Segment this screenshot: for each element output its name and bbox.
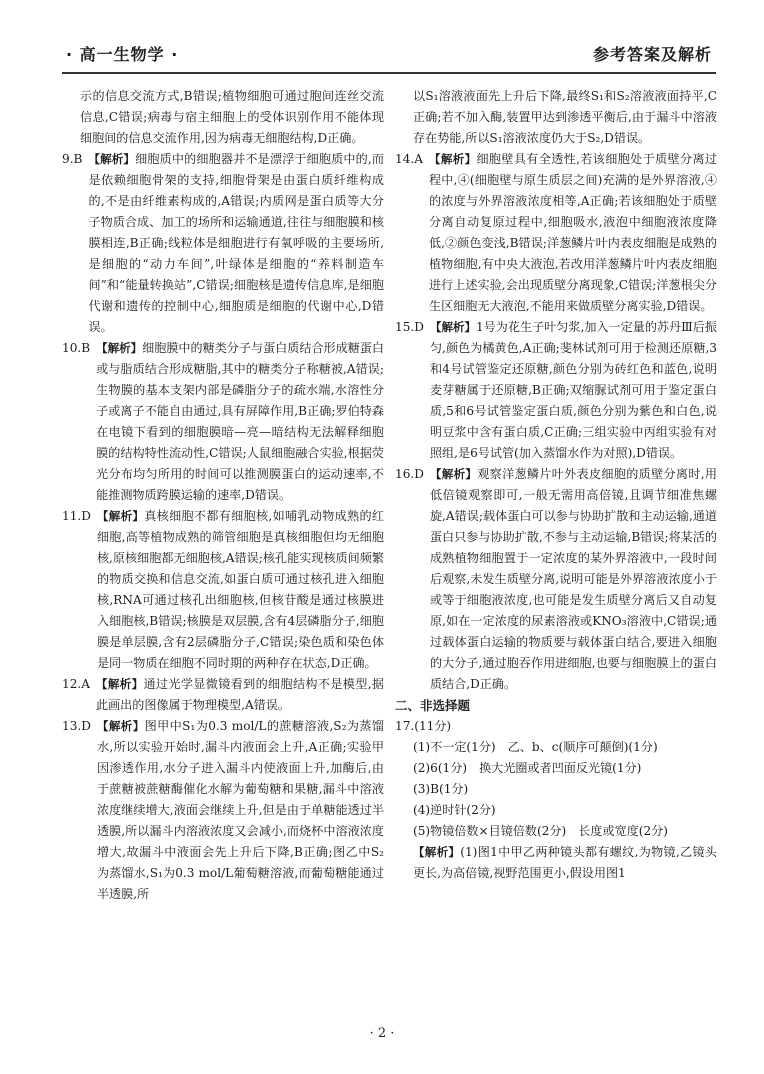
question-number: 13. bbox=[62, 719, 82, 733]
explanation bbox=[97, 506, 384, 674]
explanation bbox=[430, 317, 717, 464]
explanation bbox=[429, 149, 717, 317]
explanation bbox=[430, 464, 717, 695]
analysis-tag: 【解析】 bbox=[96, 509, 145, 523]
answer-letter: D bbox=[81, 509, 91, 523]
question-9 bbox=[62, 149, 384, 338]
question-number: 11. bbox=[62, 509, 82, 523]
explanation-text: 1号为花生子叶匀浆,加入一定量的苏丹Ⅲ后振匀,颜色为橘黄色,A正确;斐林试剂可用于检测还原糖,3和4号试管鉴定还原糖,颜色分别为砖红色和蓝色,说明麦芽糖属于还原糖,B正确;双缩脲试剂可用于鉴定蛋白质,5和6号试管鉴定蛋白质,颜色分别为紫色和白色,说明豆浆中含有蛋白质,C正确;三组实验中丙组实验有对照组,是6号试管(加入蒸馏水作为对照),D错误。 bbox=[429, 320, 718, 460]
explanation-text: 观察洋葱鳞片叶外表皮细胞的质壁分离时,用低倍镜观察即可,一般无需用高倍镜,且调节细准焦螺旋,A错误;载体蛋白可以参与协助扩散和主动运输,通道蛋白只参与协助扩散,不参与主动运输,B错误;将某活的成熟植物细胞置于一定浓度的某外界溶液中,一段时间后观察,未发生质壁分离,说明可能是外界溶液浓度小于或等于细胞液浓度,也可能是发生质壁分离后又自动复原,如在一定浓度的尿素溶液或KNO₃溶液中,C错误;通过载体蛋白运输的物质要与载体蛋白结合,要进入细胞的大分子,通过胞吞作用进细胞,也要与细胞膜上的蛋白质结合,D正确。 bbox=[429, 467, 717, 691]
subject-title: · 高一生物学 · bbox=[66, 45, 179, 64]
question-17-heading: 17.(11分) bbox=[395, 719, 452, 733]
explanation-text: 图甲中S₁为0.3 mol/L的蔗糖溶液,S₂为蒸馏水,所以实验开始时,漏斗内液面会上升,A正确;实验甲因渗透作用,水分子进入漏斗内使液面上升,加酶后,由于蔗糖被蔗糖酶催化水解为葡萄糖和果糖,漏斗中溶液浓度继续增大,液面会继续上升,但是由于单糖能透过半透膜,所以漏斗内溶液浓度又会减小,而烧杯中溶液浓度增大,故漏斗中液面会先上升后下降,B正确;图乙中S₂为蒸馏水,S₁为0.3 mol/L葡萄糖溶液,而葡萄糖能通过半透膜,所 bbox=[96, 719, 384, 901]
explanation-text: 细胞膜中的糖类分子与蛋白质结合形成糖蛋白或与脂质结合形成糖脂,其中的糖类分子称糖被,A错误;生物膜的基本支架内部是磷脂分子的疏水端,水溶性分子或离子不能自由通过,具有屏障作用,B正确;罗伯特森在电镜下看到的细胞膜暗—亮—暗结构无法解释细胞膜的结构特性流动性,C错误;人鼠细胞融合实验,根据荧光分布均匀所用的时间可以推测膜蛋白的运动速率,不能推测物质跨膜运输的速率,D错误。 bbox=[96, 341, 385, 502]
answer-letter: D bbox=[414, 320, 424, 334]
answer-letter: B bbox=[73, 152, 83, 166]
answer-line: (1)不一定(1分) 乙、b、c(顺序可颠倒)(1分) bbox=[413, 740, 658, 754]
question-17-explanation bbox=[395, 842, 717, 884]
explanation-text: (1)图1中甲乙两种镜头都有螺纹,为物镜,乙镜头更长,为高倍镜,视野范围更小,假设用图1 bbox=[413, 845, 718, 880]
question-number: 15. bbox=[395, 320, 415, 334]
question-15 bbox=[395, 317, 717, 464]
question-number: 14. bbox=[395, 152, 415, 166]
continued-text: 示的信息交流方式,B错误;植物细胞可通过胞间连丝交流信息,C错误;病毒与宿主细胞上的受体识别作用不能体现细胞间的信息交流作用,因为病毒无细胞结构,D正确。 bbox=[80, 89, 384, 145]
question-number: 9. bbox=[62, 152, 74, 166]
question-number: 10. bbox=[62, 341, 82, 355]
document-title: 参考答案及解析 bbox=[592, 45, 712, 64]
question-12 bbox=[62, 674, 384, 716]
explanation bbox=[88, 149, 384, 338]
question-10 bbox=[62, 338, 384, 506]
question-14 bbox=[395, 149, 717, 317]
analysis-tag: 【解析】 bbox=[429, 320, 476, 334]
analysis-tag: 【解析】 bbox=[428, 152, 477, 166]
analysis-tag: 【解析】 bbox=[96, 341, 143, 355]
explanation-text: 通过光学显微镜看到的细胞结构不是模型,据此画出的图像属于物理模型,A错误。 bbox=[95, 677, 384, 712]
question-number: 12. bbox=[62, 677, 82, 691]
answer-line: (2)6(1分) 换大光圈或者凹面反光镜(1分) bbox=[413, 761, 642, 775]
answer-letter: A bbox=[81, 677, 90, 691]
question-number: 16. bbox=[395, 467, 415, 481]
answer-letter: A bbox=[414, 152, 423, 166]
question-13 bbox=[62, 716, 384, 905]
left-column bbox=[62, 86, 384, 905]
explanation-text: 细胞质中的细胞器并不是漂浮于细胞质中的,而是依赖细胞骨架的支持,细胞骨架是由蛋白质纤维构成的,不是由纤维素构成的,A错误;内质网是蛋白质等大分子物质合成、加工的场所和运输通道,往往与细胞膜和核膜相连,B正确;线粒体是细胞进行有氧呼吸的主要场所,是细胞的“动力车间”,叶绿体是细胞的“养料制造车间”和“能量转换站”,C错误;细胞核是遗传信息库,是细胞代谢和遗传的控制中心,细胞质是细胞的代谢中心,D错误。 bbox=[88, 152, 384, 334]
analysis-tag: 【解析】 bbox=[88, 152, 136, 166]
answer-letter: D bbox=[81, 719, 91, 733]
analysis-tag: 【解析】 bbox=[413, 845, 461, 859]
question-11 bbox=[62, 506, 384, 674]
answer-letter: B bbox=[81, 341, 91, 355]
page-header bbox=[62, 30, 716, 74]
right-column bbox=[395, 86, 717, 884]
explanation-text: 真核细胞不都有细胞核,如哺乳动物成熟的红细胞,高等植物成熟的筛管细胞是真核细胞但均无细胞核,原核细胞都无细胞核,A错误;核孔能实现核质间频繁的物质交换和信息交流,如蛋白质可通过核孔进入细胞核,RNA可通过核孔出细胞核,但核苷酸是通过核膜进入细胞核,B错误;核膜是双层膜,含有4层磷脂分子,细胞膜是单层膜,含有2层磷脂分子,C错误;染色质和染色体是同一物质在细胞不同时期的两种存在状态,D正确。 bbox=[96, 509, 384, 670]
answer-letter: D bbox=[414, 467, 424, 481]
answer-line: (3)B(1分) bbox=[413, 782, 469, 796]
explanation-text: 细胞壁具有全透性,若该细胞处于质壁分离过程中,④(细胞壁与原生质层之间)充满的是外界溶液,④的浓度与外界溶液浓度相等,A正确;若该细胞处于质壁分离自动复原过程中,细胞吸水,液泡中细胞液浓度降低,②颜色变浅,B错误;洋葱鳞片叶内表皮细胞是成熟的植物细胞,有中央大液泡,若改用洋葱鳞片叶内表皮细胞进行上述实验,会出现质壁分离现象,C错误;洋葱根尖分生区细胞无大液泡,不能用来做质壁分离实验,D错误。 bbox=[428, 152, 717, 313]
section-heading: 二、非选择题 bbox=[395, 698, 471, 713]
page-number: · 2 · bbox=[369, 1026, 395, 1041]
question-16 bbox=[395, 464, 717, 695]
continued-text: 以S₁溶液液面先上升后下降,最终S₁和S₂溶液液面持平,C正确;若不加入酶,装置甲达到渗透平衡后,由于漏斗中溶液存在势能,所以S₁溶液浓度仍大于S₂,D错误。 bbox=[413, 89, 717, 145]
answer-line: (4)逆时针(2分) bbox=[413, 803, 496, 817]
analysis-tag: 【解析】 bbox=[95, 677, 144, 691]
explanation bbox=[96, 338, 384, 506]
explanation bbox=[97, 716, 384, 905]
analysis-tag: 【解析】 bbox=[96, 719, 145, 733]
answer-line: (5)物镜倍数×目镜倍数(2分) 长度或宽度(2分) bbox=[413, 824, 669, 838]
analysis-tag: 【解析】 bbox=[429, 467, 478, 481]
explanation bbox=[96, 674, 384, 716]
